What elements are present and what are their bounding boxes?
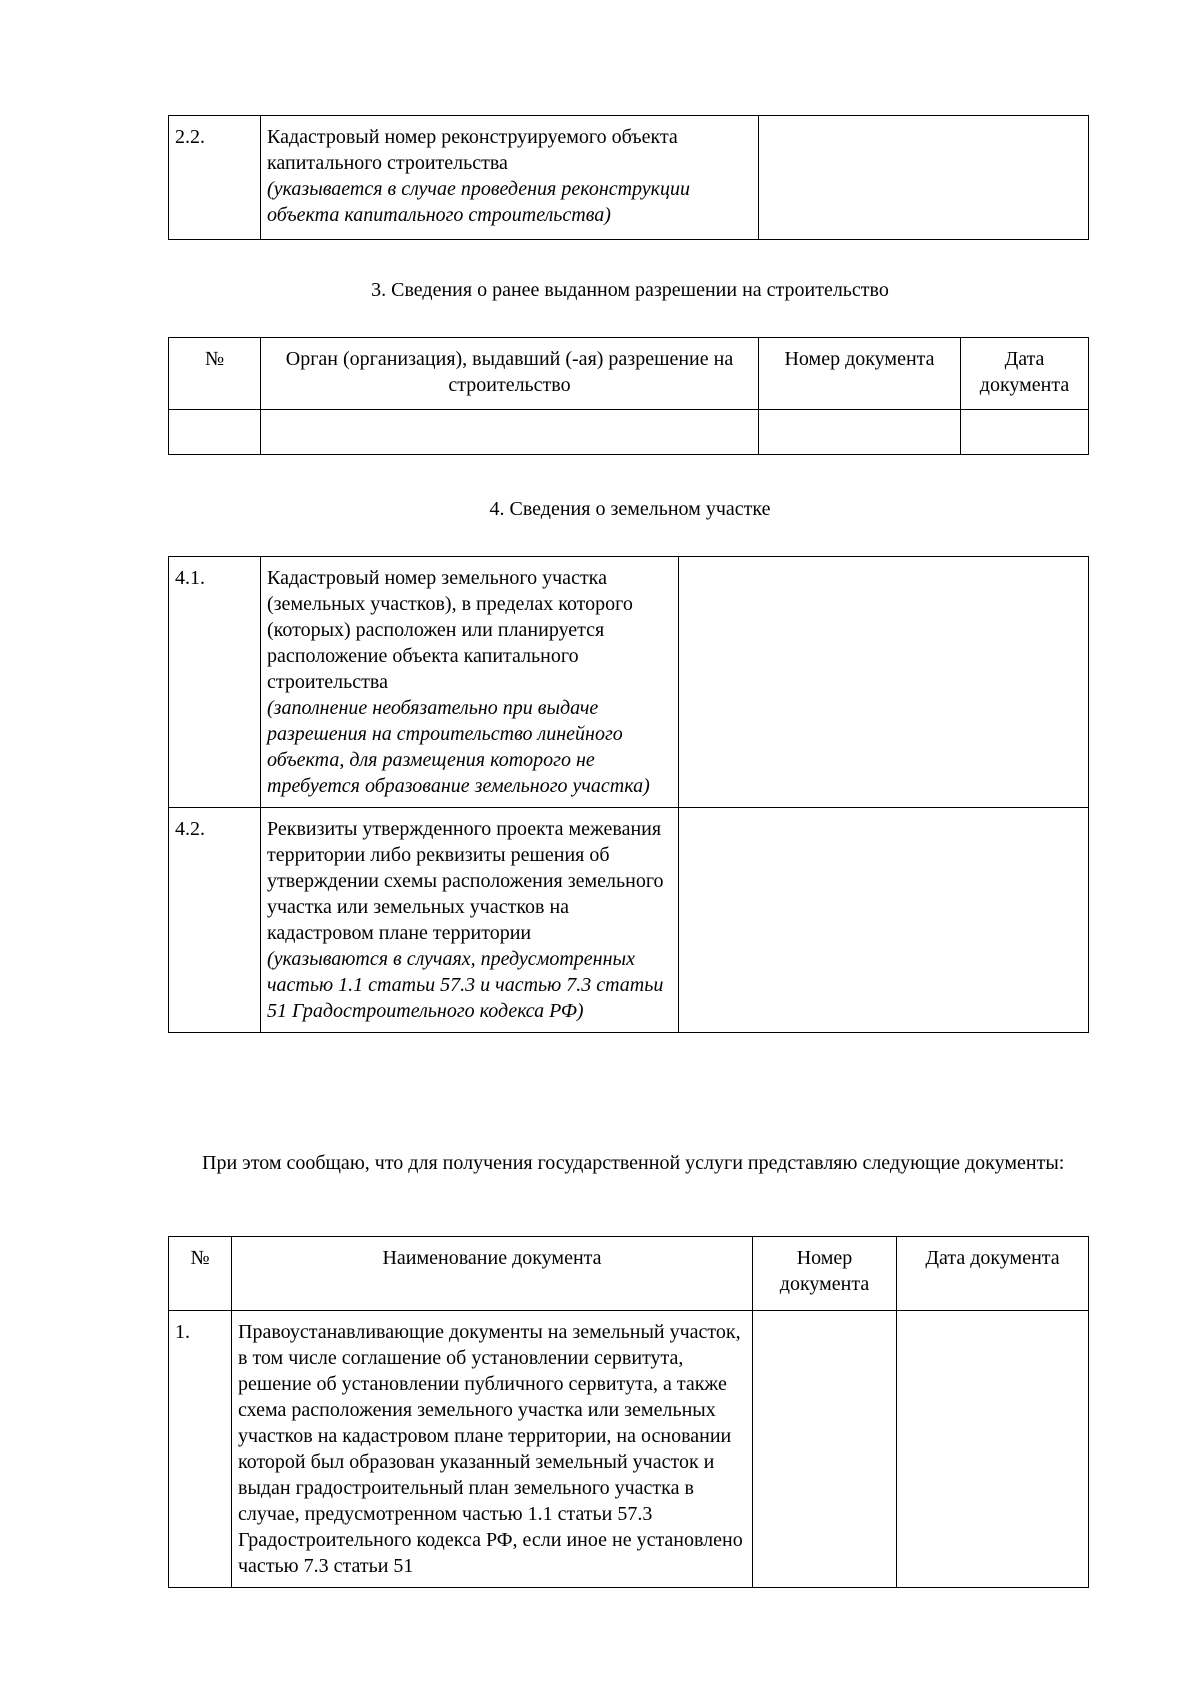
- header-doc-date: Дата документа: [897, 1237, 1089, 1311]
- row-note: (указываются в случаях, предусмотренных частью 1.1 статьи 57.3 и частью 7.3 статьи 51 Градостроительного кодекса РФ): [267, 948, 664, 1022]
- empty-cell[interactable]: [261, 410, 759, 455]
- row-text: Кадастровый номер реконструируемого объекта капитального строительства: [267, 126, 678, 174]
- header-doc-date: Дата документа: [961, 338, 1089, 410]
- table-header-row: [169, 1237, 1089, 1311]
- row-number: 2.2.: [169, 116, 261, 240]
- section-4-heading: 4. Сведения о земельном участке: [489, 498, 771, 520]
- value-cell[interactable]: [679, 557, 1089, 808]
- row-number: 4.1.: [169, 557, 261, 808]
- empty-cell[interactable]: [759, 410, 961, 455]
- row-description: [261, 808, 679, 1033]
- row-description: [261, 116, 759, 240]
- row-number: 1.: [169, 1311, 232, 1588]
- header-org: Орган (организация), выдавший (-ая) разрешение на строительство: [261, 338, 759, 410]
- table-row: [169, 410, 1089, 455]
- value-cell[interactable]: [679, 808, 1089, 1033]
- table-row: [169, 557, 1089, 808]
- previous-permit-table: [168, 337, 1089, 455]
- empty-cell[interactable]: [961, 410, 1089, 455]
- row-description: [261, 557, 679, 808]
- table-row: [169, 1311, 1089, 1588]
- row-text: Реквизиты утвержденного проекта межевания территории либо реквизиты решения об утверждении схемы расположения земельного участка или земельных участков на кадастровом плане территории: [267, 818, 664, 944]
- row-number: 4.2.: [169, 808, 261, 1033]
- value-cell[interactable]: [759, 116, 1089, 240]
- header-doc-num: Номер документа: [753, 1237, 897, 1311]
- row-note: (указывается в случае проведения реконструкции объекта капитального строительства): [267, 178, 691, 226]
- land-plot-table: [168, 556, 1089, 1033]
- row-description: Правоустанавливающие документы на земельный участок, в том числе соглашение об установлении сервитута, решение об установлении публичного сервитута, а также схема расположения земельного участка или земельных участков на кадастровом плане территории, на основании которой был образован указанный земельный участок и выдан градостроительный план земельного участка в случае, предусмотренном частью 1.1 статьи 57.3 Градостроительного кодекса РФ, если иное не установлено частью 7.3 статьи 51: [232, 1311, 753, 1588]
- row-text: Кадастровый номер земельного участка (земельных участков), в пределах которого (которых) расположен или планируется расположение объекта капитального строительства: [267, 567, 633, 693]
- header-num: №: [169, 338, 261, 410]
- documents-intro: При этом сообщаю, что для получения государственной услуги представляю следующие документы:: [202, 1152, 1065, 1174]
- documents-table: [168, 1236, 1089, 1588]
- table-row: [169, 808, 1089, 1033]
- header-name: Наименование документа: [232, 1237, 753, 1311]
- section-3-heading: 3. Сведения о ранее выданном разрешении на строительство: [371, 279, 889, 301]
- row-note: (заполнение необязательно при выдаче разрешения на строительство линейного объекта, для размещения которого не требуется образование земельного участка): [267, 697, 650, 797]
- value-cell[interactable]: [897, 1311, 1089, 1588]
- table-row: [169, 116, 1089, 240]
- value-cell[interactable]: [753, 1311, 897, 1588]
- table-header-row: [169, 338, 1089, 410]
- table-2-2: [168, 115, 1089, 240]
- header-num: №: [169, 1237, 232, 1311]
- header-doc-num: Номер документа: [759, 338, 961, 410]
- empty-cell[interactable]: [169, 410, 261, 455]
